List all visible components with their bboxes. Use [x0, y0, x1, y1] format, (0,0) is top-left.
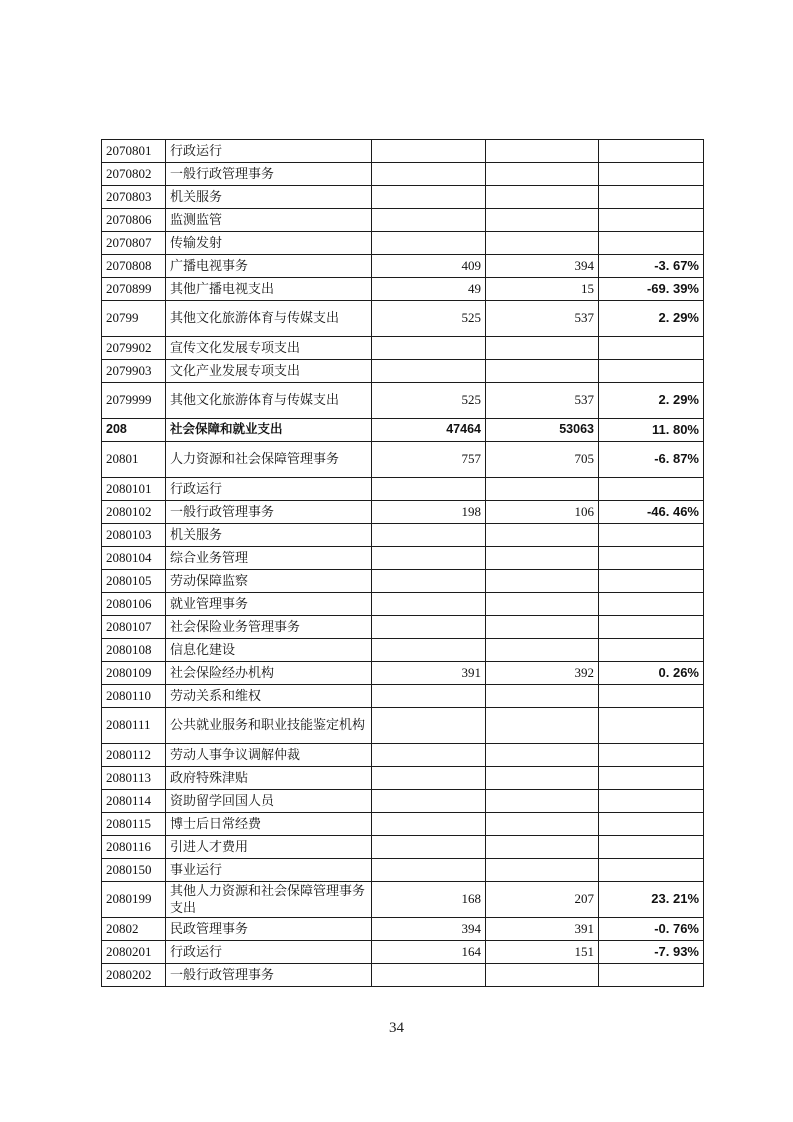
code-cell: 2070803 [102, 186, 166, 209]
percent-cell [599, 790, 704, 813]
table-row [102, 790, 704, 813]
percent-cell [599, 570, 704, 593]
value2-cell [486, 593, 599, 616]
value1-cell [372, 639, 486, 662]
code-cell: 2080199 [102, 882, 166, 918]
percent-cell [599, 813, 704, 836]
percent-cell [599, 163, 704, 186]
percent-cell [599, 337, 704, 360]
value2-cell [486, 209, 599, 232]
table-row [102, 501, 704, 524]
percent-cell: -69. 39% [599, 278, 704, 301]
name-cell: 一般行政管理事务 [166, 163, 372, 186]
name-cell: 其他文化旅游体育与传媒支出 [166, 383, 372, 419]
value1-cell [372, 209, 486, 232]
table-row [102, 163, 704, 186]
value2-cell [486, 547, 599, 570]
page-number: 34 [389, 1020, 404, 1036]
percent-cell [599, 186, 704, 209]
value2-cell [486, 570, 599, 593]
value1-cell [372, 836, 486, 859]
value2-cell [486, 685, 599, 708]
percent-cell: -0. 76% [599, 918, 704, 941]
value1-cell: 394 [372, 918, 486, 941]
value1-cell [372, 813, 486, 836]
percent-cell [599, 685, 704, 708]
value1-cell [372, 616, 486, 639]
name-cell: 机关服务 [166, 186, 372, 209]
table-row [102, 941, 704, 964]
percent-cell [599, 767, 704, 790]
percent-cell: 11. 80% [599, 419, 704, 442]
table-row [102, 767, 704, 790]
value1-cell [372, 708, 486, 744]
name-cell: 人力资源和社会保障管理事务 [166, 442, 372, 478]
value2-cell [486, 524, 599, 547]
table-row [102, 383, 704, 419]
code-cell: 20801 [102, 442, 166, 478]
percent-cell [599, 360, 704, 383]
percent-cell [599, 140, 704, 163]
code-cell: 2070801 [102, 140, 166, 163]
table-row [102, 964, 704, 987]
table-row [102, 360, 704, 383]
value1-cell: 409 [372, 255, 486, 278]
value1-cell [372, 767, 486, 790]
code-cell: 2080201 [102, 941, 166, 964]
table-row [102, 442, 704, 478]
table-row [102, 209, 704, 232]
value2-cell [486, 360, 599, 383]
table-row [102, 685, 704, 708]
name-cell: 政府特殊津贴 [166, 767, 372, 790]
code-cell: 2080114 [102, 790, 166, 813]
percent-cell: -7. 93% [599, 941, 704, 964]
value1-cell [372, 186, 486, 209]
value2-cell: 537 [486, 383, 599, 419]
value2-cell: 705 [486, 442, 599, 478]
value1-cell [372, 744, 486, 767]
value2-cell [486, 639, 599, 662]
value2-cell [486, 744, 599, 767]
value1-cell: 47464 [372, 419, 486, 442]
code-cell: 2080102 [102, 501, 166, 524]
table-row [102, 547, 704, 570]
code-cell: 2080104 [102, 547, 166, 570]
value1-cell: 525 [372, 301, 486, 337]
table-row [102, 882, 704, 918]
value1-cell [372, 790, 486, 813]
name-cell: 资助留学回国人员 [166, 790, 372, 813]
percent-cell [599, 593, 704, 616]
budget-table [101, 139, 704, 987]
code-cell: 20802 [102, 918, 166, 941]
name-cell: 信息化建设 [166, 639, 372, 662]
code-cell: 2080105 [102, 570, 166, 593]
table-row [102, 836, 704, 859]
value1-cell: 391 [372, 662, 486, 685]
code-cell: 2080106 [102, 593, 166, 616]
code-cell: 2080101 [102, 478, 166, 501]
value2-cell: 391 [486, 918, 599, 941]
value2-cell [486, 790, 599, 813]
name-cell: 社会保险业务管理事务 [166, 616, 372, 639]
code-cell: 20799 [102, 301, 166, 337]
name-cell: 劳动保障监察 [166, 570, 372, 593]
table-row [102, 524, 704, 547]
value1-cell [372, 337, 486, 360]
percent-cell: -3. 67% [599, 255, 704, 278]
value2-cell [486, 616, 599, 639]
code-cell: 2070808 [102, 255, 166, 278]
value1-cell [372, 964, 486, 987]
percent-cell [599, 859, 704, 882]
value2-cell [486, 186, 599, 209]
code-cell: 2079903 [102, 360, 166, 383]
percent-cell: -46. 46% [599, 501, 704, 524]
name-cell: 文化产业发展专项支出 [166, 360, 372, 383]
budget-table-body [102, 140, 704, 987]
name-cell: 公共就业服务和职业技能鉴定机构 [166, 708, 372, 744]
value2-cell [486, 767, 599, 790]
table-row [102, 708, 704, 744]
value2-cell: 392 [486, 662, 599, 685]
code-cell: 2079902 [102, 337, 166, 360]
value2-cell [486, 232, 599, 255]
table-row [102, 186, 704, 209]
percent-cell [599, 547, 704, 570]
code-cell: 2070802 [102, 163, 166, 186]
code-cell: 2080116 [102, 836, 166, 859]
percent-cell [599, 708, 704, 744]
percent-cell [599, 964, 704, 987]
name-cell: 事业运行 [166, 859, 372, 882]
table-row [102, 744, 704, 767]
percent-cell [599, 232, 704, 255]
name-cell: 其他广播电视支出 [166, 278, 372, 301]
value1-cell [372, 570, 486, 593]
table-row [102, 301, 704, 337]
percent-cell [599, 478, 704, 501]
name-cell: 传输发射 [166, 232, 372, 255]
value1-cell [372, 593, 486, 616]
code-cell: 208 [102, 419, 166, 442]
value1-cell [372, 232, 486, 255]
code-cell: 2080112 [102, 744, 166, 767]
value2-cell: 106 [486, 501, 599, 524]
value2-cell: 537 [486, 301, 599, 337]
value2-cell: 15 [486, 278, 599, 301]
table-row [102, 593, 704, 616]
table-row [102, 662, 704, 685]
table-row [102, 278, 704, 301]
value1-cell [372, 547, 486, 570]
name-cell: 博士后日常经费 [166, 813, 372, 836]
code-cell: 2080108 [102, 639, 166, 662]
value2-cell [486, 478, 599, 501]
value2-cell [486, 964, 599, 987]
value2-cell [486, 859, 599, 882]
value2-cell: 207 [486, 882, 599, 918]
value1-cell [372, 859, 486, 882]
table-row [102, 478, 704, 501]
value2-cell [486, 337, 599, 360]
percent-cell: 23. 21% [599, 882, 704, 918]
name-cell: 就业管理事务 [166, 593, 372, 616]
table-row [102, 918, 704, 941]
table-row [102, 570, 704, 593]
table-row [102, 639, 704, 662]
code-cell: 2080109 [102, 662, 166, 685]
name-cell: 社会保障和就业支出 [166, 419, 372, 442]
name-cell: 一般行政管理事务 [166, 501, 372, 524]
name-cell: 行政运行 [166, 941, 372, 964]
name-cell: 其他文化旅游体育与传媒支出 [166, 301, 372, 337]
code-cell: 2080202 [102, 964, 166, 987]
value1-cell: 757 [372, 442, 486, 478]
name-cell: 一般行政管理事务 [166, 964, 372, 987]
name-cell: 社会保险经办机构 [166, 662, 372, 685]
percent-cell: 2. 29% [599, 301, 704, 337]
name-cell: 机关服务 [166, 524, 372, 547]
name-cell: 广播电视事务 [166, 255, 372, 278]
value1-cell [372, 140, 486, 163]
percent-cell [599, 744, 704, 767]
name-cell: 宣传文化发展专项支出 [166, 337, 372, 360]
value2-cell [486, 708, 599, 744]
code-cell: 2080110 [102, 685, 166, 708]
value2-cell [486, 140, 599, 163]
value1-cell [372, 478, 486, 501]
code-cell: 2080113 [102, 767, 166, 790]
percent-cell [599, 616, 704, 639]
value1-cell: 198 [372, 501, 486, 524]
value2-cell: 53063 [486, 419, 599, 442]
name-cell: 行政运行 [166, 478, 372, 501]
table-row [102, 616, 704, 639]
code-cell: 2080103 [102, 524, 166, 547]
percent-cell: -6. 87% [599, 442, 704, 478]
value1-cell [372, 524, 486, 547]
table-row [102, 255, 704, 278]
value2-cell [486, 163, 599, 186]
name-cell: 行政运行 [166, 140, 372, 163]
code-cell: 2080150 [102, 859, 166, 882]
code-cell: 2070899 [102, 278, 166, 301]
name-cell: 监测监管 [166, 209, 372, 232]
percent-cell [599, 209, 704, 232]
name-cell: 其他人力资源和社会保障管理事务支出 [166, 882, 372, 918]
name-cell: 引进人才费用 [166, 836, 372, 859]
name-cell: 劳动关系和维权 [166, 685, 372, 708]
value1-cell: 168 [372, 882, 486, 918]
percent-cell [599, 836, 704, 859]
table-row [102, 419, 704, 442]
value2-cell: 394 [486, 255, 599, 278]
code-cell: 2080115 [102, 813, 166, 836]
value1-cell [372, 360, 486, 383]
table-row [102, 232, 704, 255]
value2-cell [486, 813, 599, 836]
table-row [102, 140, 704, 163]
percent-cell [599, 524, 704, 547]
name-cell: 劳动人事争议调解仲裁 [166, 744, 372, 767]
percent-cell: 2. 29% [599, 383, 704, 419]
value1-cell: 525 [372, 383, 486, 419]
value1-cell: 164 [372, 941, 486, 964]
value2-cell: 151 [486, 941, 599, 964]
name-cell: 综合业务管理 [166, 547, 372, 570]
value1-cell [372, 685, 486, 708]
code-cell: 2080111 [102, 708, 166, 744]
percent-cell: 0. 26% [599, 662, 704, 685]
value1-cell [372, 163, 486, 186]
code-cell: 2070806 [102, 209, 166, 232]
code-cell: 2079999 [102, 383, 166, 419]
code-cell: 2070807 [102, 232, 166, 255]
percent-cell [599, 639, 704, 662]
name-cell: 民政管理事务 [166, 918, 372, 941]
table-row [102, 813, 704, 836]
code-cell: 2080107 [102, 616, 166, 639]
value2-cell [486, 836, 599, 859]
table-row [102, 859, 704, 882]
value1-cell: 49 [372, 278, 486, 301]
table-row [102, 337, 704, 360]
